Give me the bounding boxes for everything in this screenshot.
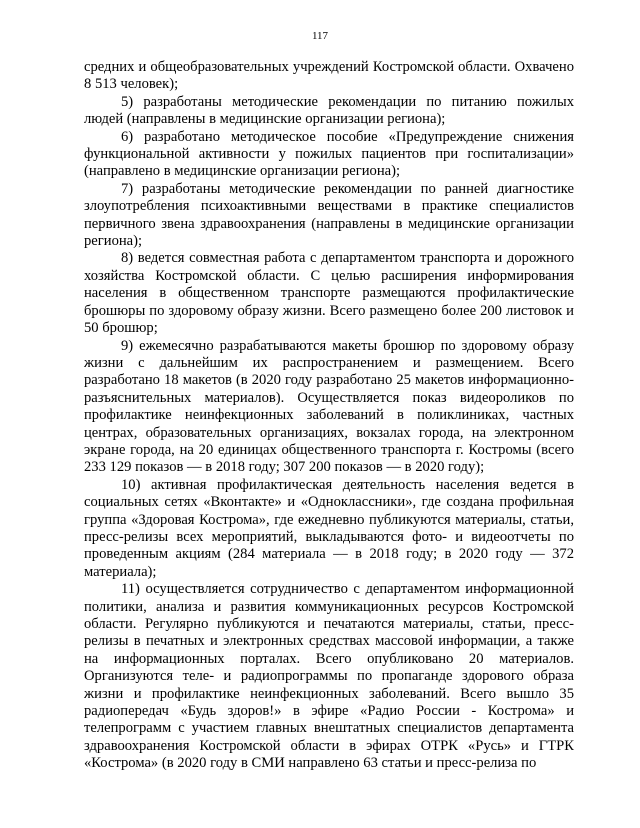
paragraph-item-6: 6) разработано методическое пособие «Предупреждение снижения функциональной активности у пожилых пациентов при госпитализации» (направлено в медицинские организации региона); bbox=[84, 128, 574, 180]
paragraph-item-10: 10) активная профилактическая деятельность населения ведется в социальных сетях «Вконтакте» и «Одноклассники», где создана профильная группа «Здоровая Кострома», где ежедневно публикуются материалы, статьи, пресс-релизы всех мероприятий, выкладываются фото- и видеоотчеты по проведенным акциям (284 материала — в 2018 году; в 2020 году — 372 материала); bbox=[84, 476, 574, 580]
paragraph-item-7: 7) разработаны методические рекомендации по ранней диагностике злоупотребления психоактивными веществами в практике специалистов первичного звена здравоохранения (направлены в медицинские организации региона); bbox=[84, 180, 574, 250]
paragraph-item-9: 9) ежемесячно разрабатываются макеты брошюр по здоровому образу жизни с дальнейшим их распространением и размещением. Всего разработано 18 макетов (в 2020 году разработано 25 макетов информационно-разъяснительных материалов). Осуществляется показ видеороликов по профилактике неинфекционных заболеваний в поликлиниках, частных центрах, образовательных организациях, вокзалах города, на электронном экране города, на 20 единицах общественного транспорта г. Костромы (всего 233 129 показов — в 2018 году; 307 200 показов — в 2020 году); bbox=[84, 337, 574, 476]
paragraph-item-5: 5) разработаны методические рекомендации по питанию пожилых людей (направлены в медицинские организации региона); bbox=[84, 93, 574, 128]
body-text bbox=[84, 59, 574, 773]
paragraph-continuation: средних и общеобразовательных учреждений Костромской области. Охвачено 8 513 человек); bbox=[84, 59, 574, 93]
page-number: 117 bbox=[311, 30, 329, 42]
paragraph-item-8: 8) ведется совместная работа с департаментом транспорта и дорожного хозяйства Костромской области. С целью расширения информирования населения в общественном транспорте размещаются профилактические брошюры по здоровому образу жизни. Всего размещено более 200 листовок и 50 брошюр; bbox=[84, 250, 574, 337]
paragraph-item-11: 11) осуществляется сотрудничество с департаментом информационной политики, анализа и развития коммуникационных ресурсов Костромской области. Регулярно публикуются и печатаются материалы, статьи, пресс-релизы в печатных и электронных средствах массовой информации, а также на информационных порталах. Всего опубликовано 20 материалов. Организуются теле- и радиопрограммы по пропаганде здорового образа жизни и профилактике неинфекционных заболеваний. Всего вышло 35 радиопередач «Будь здоров!» в эфире «Радио России - Кострома» и телепрограмм с участием главных внештатных специалистов департамента здравоохранения Костромской области в эфирах ОТРК «Русь» и ГТРК «Кострома» (в 2020 году в СМИ направлено 63 статьи и пресс-релиза по bbox=[84, 581, 574, 772]
